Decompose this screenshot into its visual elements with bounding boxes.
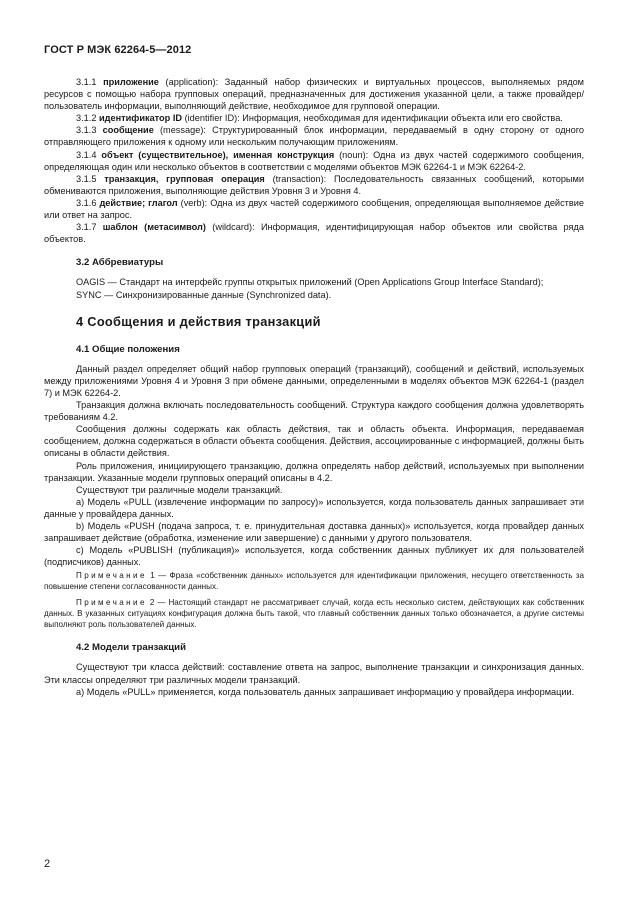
definition-3-1-3: 3.1.3 сообщение (message): Структурированный блок информации, передаваемый в одну сторону от одного отправляющего приложения к одному или нескольким получающим приложениям. [44,125,584,148]
note-2: Примечание 2 — Настоящий стандарт не рассматривает случай, когда есть несколько систем, действующих как собственник данных. В указанных ситуациях конфигурация должна быть такой, что главный собственник данных только обозначается, а другие системы выполняют роль пользователей данных. [44,598,584,630]
definition-3-1-1: 3.1.1 приложение (application): Заданный набор физических и виртуальных процессов, выполняемых рядом ресурсов с помощью набора групповых операций, предназначенных для достижения указанной цели, а также провайдер/пользователь информации, выполняющий действие, необходимое для групповой операции. [44,77,584,112]
paragraph: Существуют три различные модели транзакций. [76,484,283,495]
definition-3-1-5: 3.1.5 транзакция, групповая операция (transaction): Последовательность связанных сообщений, которыми обмениваются приложения, выполняющие действия Уровня 3 и Уровня 4. [44,173,584,196]
definition-3-1-6: 3.1.6 действие; глагол (verb): Одна из двух частей содержимого сообщения, определяющая выполняемое действие или ответ на запрос. [44,197,584,221]
paragraph: Существуют три класса действий: составление ответа на запрос, выполнение транзакции и синхронизация данных. Эти классы определяют три различных модели транзакций. [44,662,584,685]
list-item: c) Модель «PUBLISH (публикация)» используется, когда собственник данных публикует их для пользователей (подписчиков) данных. [44,545,584,568]
paragraph: Роль приложения, инициирующего транзакцию, должна определять набор действий, используемых при выполнении транзакции. Указанные модели групповых операций описаны в 4.2. [44,460,584,483]
abbreviations-heading: 3.2 Аббревиатуры [76,257,164,269]
paragraph: Данный раздел определяет общий набор групповых операций (транзакций), сообщений и действий, используемых между приложениями Уровня 4 и Уровня 3 при обмене данными, определенными в моделях объектов МЭК 62264-1 (раздел 7) и МЭК 62264-2. [44,363,584,398]
list-item: a) Модель «PULL» применяется, когда пользователь данных запрашивает информацию у провайдера информации. [76,686,575,697]
document-body [44,76,584,698]
note-1: Примечание 1 — Фраза «собственник данных» используется для идентификации приложения, несущего ответственность за повышение степени согласованности данных. [44,571,584,592]
list-item: a) Модель «PULL (извлечение информации по запросу)» используется, когда пользователь данных запрашивает эти данные у провайдера данных. [44,496,584,519]
note-label: Примечание [76,571,147,581]
definition-3-1-7: 3.1.7 шаблон (метасимвол) (wildcard): Информация, идентифицирующая набор объектов или свойства ряда объектов. [44,222,584,245]
abbreviation-item: SYNC — Синхронизированные данные (Synchronized data). [76,289,332,300]
section-4-heading: 4 Сообщения и действия транзакций [76,313,321,329]
paragraph: Транзакция должна включать последовательность сообщений. Структура каждого сообщения должна удовлетворять требованиям 4.2. [44,400,584,423]
abbreviation-item: OAGIS — Стандарт на интерфейс группы открытых приложений (Open Applications Group Interface Standard); [76,277,544,288]
definition-3-1-2: 3.1.2 идентификатор ID (identifier ID): Информация, необходимая для идентификации объекта или его свойства. [76,113,563,124]
definition-3-1-4: 3.1.4 объект (существительное), именная конструкция (noun): Одна из двух частей содержимого сообщения, определяющая один или несколько объектов в соответствии с моделями объектов МЭК 62264-1 и МЭК 62264-2. [44,149,585,172]
subsection-4-1-heading: 4.1 Общие положения [76,343,180,355]
subsection-4-2-heading: 4.2 Модели транзакций [76,642,186,654]
list-item: b) Модель «PUSH (подача запроса, т. е. принудительная доставка данных)» используется, когда провайдер данных запрашивает действие (обработка, изменение или завершение) с данными у другого пользователя. [44,521,584,544]
page-number: 2 [44,858,51,870]
note-label: Примечание [76,598,147,608]
document-header: ГОСТ Р МЭК 62264-5—2012 [44,44,192,56]
paragraph: Сообщения должны содержать как область действия, так и область объекта. Информация, передаваемая сообщением, должна содержаться в области объекта сообщения. Действия, ассоциированные с информацией, должны быть описаны в области действия. [44,424,584,459]
